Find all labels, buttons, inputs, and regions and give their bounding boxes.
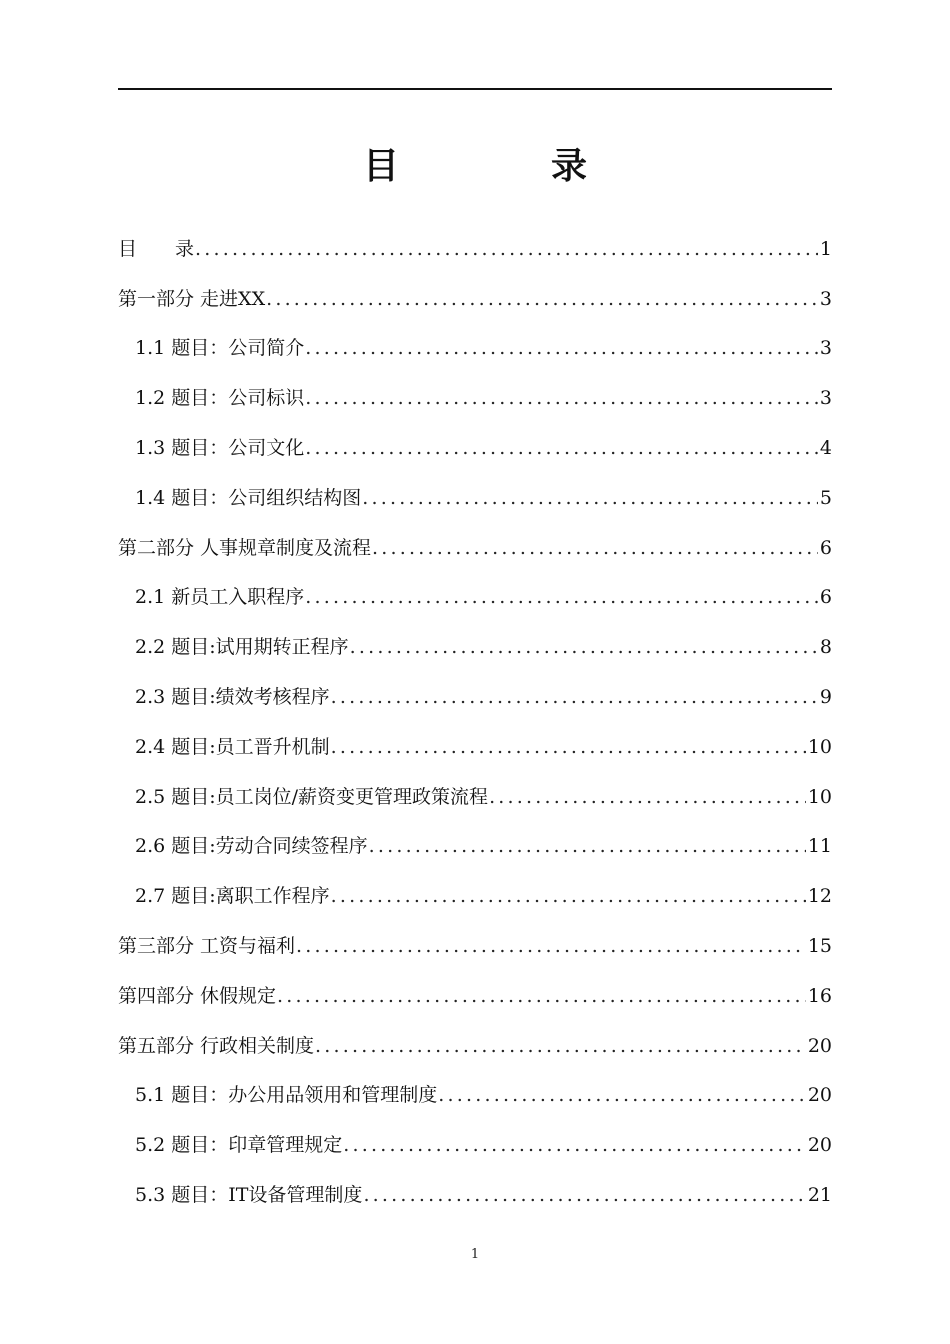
table-of-contents: [118, 224, 832, 1220]
toc-entry-page: 1: [819, 237, 832, 260]
toc-entry-label: 5.3 题目：IT设备管理制度: [135, 1184, 363, 1207]
toc-entry-label: 第一部分 走进XX: [118, 287, 266, 310]
toc-leader-dots: [369, 833, 806, 859]
toc-entry[interactable]: [118, 573, 832, 623]
toc-entry-label: 5.1 题目：办公用品领用和管理制度: [135, 1084, 438, 1107]
toc-leader-dots: [305, 385, 818, 411]
toc-entry-page: 3: [819, 387, 832, 410]
toc-leader-dots: [195, 236, 818, 262]
toc-entry[interactable]: [118, 772, 832, 822]
toc-entry-page: 8: [819, 636, 832, 659]
toc-entry[interactable]: [118, 423, 832, 473]
toc-leader-dots: [362, 485, 818, 511]
toc-entry[interactable]: [118, 921, 832, 971]
toc-entry-page: 6: [819, 536, 832, 559]
toc-leader-dots: [296, 933, 806, 959]
toc-entry-page: 20: [807, 1084, 832, 1107]
toc-entry[interactable]: [118, 871, 832, 921]
toc-entry-page: 3: [819, 337, 832, 360]
toc-entry-label: 2.6 题目:劳动合同续签程序: [135, 835, 368, 858]
toc-entry-label: 1.2 题目：公司标识: [135, 387, 305, 410]
page-number: 1: [470, 1247, 480, 1262]
toc-entry[interactable]: [118, 523, 832, 573]
toc-entry[interactable]: [118, 672, 832, 722]
toc-leader-dots: [350, 634, 818, 660]
toc-entry-label: 第二部分 人事规章制度及流程: [118, 536, 372, 559]
header-rule: [118, 88, 832, 90]
toc-entry-label: 2.3 题目:绩效考核程序: [135, 686, 330, 709]
toc-leader-dots: [305, 335, 818, 361]
toc-entry[interactable]: [118, 274, 832, 324]
toc-entry[interactable]: [118, 473, 832, 523]
toc-entry-page: 10: [807, 785, 832, 808]
toc-leader-dots: [331, 684, 818, 710]
toc-entry[interactable]: [118, 822, 832, 872]
toc-entry-label: 2.5 题目:员工岗位/薪资变更管理政策流程: [135, 785, 489, 808]
toc-entry-label: 第三部分 工资与福利: [118, 935, 296, 958]
toc-entry-label: 2.7 题目:离职工作程序: [135, 885, 330, 908]
toc-entry-page: 4: [819, 437, 832, 460]
toc-entry-page: 20: [807, 1134, 832, 1157]
toc-entry[interactable]: [118, 1071, 832, 1121]
page-title: 目 录: [362, 145, 645, 187]
toc-entry-label: 目 录: [118, 237, 195, 260]
toc-leader-dots: [266, 286, 818, 312]
toc-entry-label: 5.2 题目：印章管理规定: [135, 1134, 343, 1157]
toc-entry-page: 3: [819, 287, 832, 310]
toc-entry[interactable]: [118, 1021, 832, 1071]
toc-entry[interactable]: [118, 971, 832, 1021]
toc-entry[interactable]: [118, 622, 832, 672]
toc-entry-label: 2.1 新员工入职程序: [135, 586, 305, 609]
toc-entry-page: 21: [807, 1184, 832, 1207]
toc-entry-label: 2.2 题目:试用期转正程序: [135, 636, 349, 659]
toc-leader-dots: [372, 535, 818, 561]
toc-entry-label: 1.1 题目：公司简介: [135, 337, 305, 360]
toc-entry-page: 9: [819, 686, 832, 709]
toc-entry[interactable]: [118, 224, 832, 274]
toc-leader-dots: [438, 1082, 806, 1108]
toc-leader-dots: [363, 1182, 805, 1208]
toc-entry-page: 12: [807, 885, 832, 908]
toc-entry-page: 6: [819, 586, 832, 609]
toc-entry-page: 11: [807, 835, 832, 858]
toc-leader-dots: [305, 435, 818, 461]
toc-leader-dots: [331, 883, 806, 909]
toc-entry-label: 1.4 题目：公司组织结构图: [135, 486, 362, 509]
toc-entry[interactable]: [118, 722, 832, 772]
toc-entry[interactable]: [118, 373, 832, 423]
toc-entry-label: 1.3 题目：公司文化: [135, 437, 305, 460]
toc-entry-label: 2.4 题目:员工晋升机制: [135, 735, 330, 758]
toc-entry-label: 第四部分 休假规定: [118, 984, 277, 1007]
toc-entry-page: 16: [807, 984, 832, 1007]
toc-leader-dots: [305, 584, 818, 610]
toc-entry[interactable]: [118, 1170, 832, 1220]
toc-entry-page: 20: [807, 1034, 832, 1057]
toc-entry-page: 15: [807, 935, 832, 958]
toc-entry[interactable]: [118, 324, 832, 374]
toc-leader-dots: [277, 983, 806, 1009]
toc-entry-page: 5: [819, 486, 832, 509]
toc-entry-page: 10: [807, 735, 832, 758]
toc-leader-dots: [331, 734, 806, 760]
toc-leader-dots: [315, 1033, 806, 1059]
toc-entry-label: 第五部分 行政相关制度: [118, 1034, 315, 1057]
toc-leader-dots: [489, 784, 806, 810]
toc-leader-dots: [343, 1132, 806, 1158]
toc-entry[interactable]: [118, 1120, 832, 1170]
